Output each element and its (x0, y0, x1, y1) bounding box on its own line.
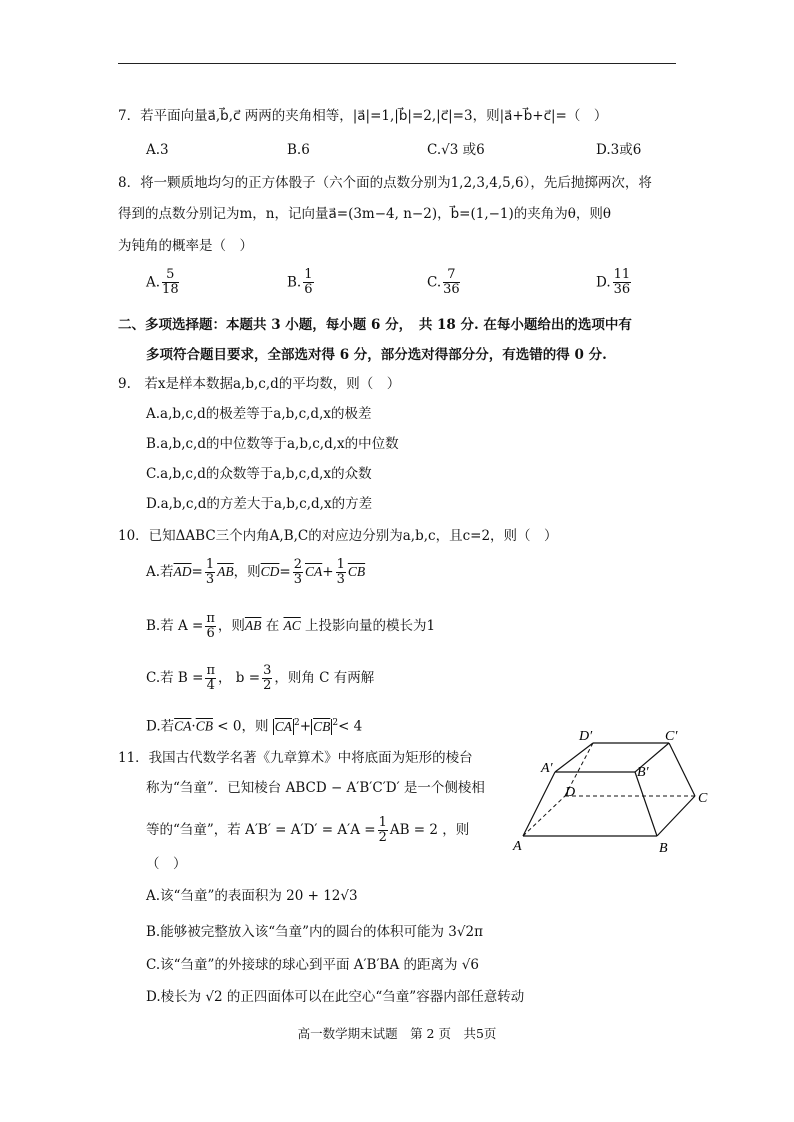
edge-bp-b (635, 772, 657, 836)
q10-a-plus: + (322, 564, 334, 580)
q10-d-dot: · (191, 718, 196, 735)
q10-option-d (146, 713, 362, 737)
q11-answer-paren: （ ） (146, 856, 187, 872)
q10-a-vec-ca: $\overline{CA}$ (305, 564, 323, 579)
q8-option-d (596, 268, 633, 297)
q10-a-vec-ad: $\overline{AD}$ (173, 564, 192, 579)
q10-c-f1-den: 4 (206, 678, 215, 693)
q11-line-2: 称为“刍童”．已知棱台 ABCD − A′B′C′D′ 是一个侧棱相 (146, 780, 485, 796)
q10-d-plus: + (299, 718, 312, 735)
q10-d-sq1: 2 (294, 718, 300, 728)
q8-option-b (287, 268, 316, 297)
q8-b-den: 6 (304, 282, 313, 297)
q10-c-f1-num: π (206, 663, 216, 678)
q7-option-d: D.3或6 (596, 142, 642, 158)
q10-a-mid: ，则 (233, 564, 261, 580)
q8-option-c (427, 268, 462, 297)
section-2-instructions: 多项符合题目要求，全部选对得 6 分，部分选对得部分分，有选错的得 0 分. (146, 347, 607, 363)
q10-c-prefix: C.若 B = (146, 670, 204, 686)
q9-option-b: B.a,b,c,d的中位数等于a,b,c,d,x的中位数 (146, 436, 399, 452)
q10-b-vec-ab: $\overline{AB}$ (244, 618, 262, 633)
q10-d-abs-ca (273, 719, 294, 735)
page-footer: 高一数学期末试题 第 2 页 共5页 (297, 1026, 497, 1041)
q10-a-f2-num: 2 (293, 557, 302, 572)
q8-line-2: 得到的点数分别记为m，n，记向量a⃗=(3m−4, n−2)，b⃗=(1,−1)的夹角为θ，则θ (118, 206, 612, 222)
label-dp: D′ (579, 729, 593, 744)
q10-b-frac-num: π (206, 611, 215, 626)
edge-b-c (657, 796, 695, 836)
q10-b-in: 在 (261, 618, 284, 634)
q11-option-a: A.该“刍童”的表面积为 20 + 12√3 (146, 888, 358, 904)
edge-dp-ap (555, 743, 593, 772)
q7-option-a: A.3 (146, 142, 169, 158)
q10-a-eq1: = (191, 564, 203, 580)
q10-c-f2-num: 3 (263, 663, 272, 678)
q10-a-prefix: A.若 (146, 564, 174, 580)
q10-d-vec-ca: $\overline{CA}$ (174, 718, 192, 734)
q8-d-num: 11 (613, 267, 631, 282)
label-b: B (659, 841, 668, 854)
q10-b-prefix: B.若 A = (146, 618, 204, 634)
q11-option-b: B.能够被完整放入该“刍童”内的圆台的体积可能为 3√2π (146, 924, 483, 940)
q10-a-f1-den: 3 (205, 572, 215, 587)
q11-line-3-pre: 等的“刍童”，若 A′B′ = A′D′ = A′A = (146, 822, 376, 838)
q8-a-label: A. (146, 274, 161, 291)
q10-d-sq2: 2 (332, 718, 339, 728)
frustum-figure (505, 724, 715, 854)
q10-b-vec-ac: $\overline{AC}$ (283, 618, 301, 633)
q10-a-vec-cd: $\overline{CD}$ (260, 564, 280, 579)
q9-option-a: A.a,b,c,d的极差等于a,b,c,d,x的极差 (146, 406, 372, 422)
q10-a-f1-num: 1 (205, 557, 215, 572)
q10-d-mid: < 0，则 (212, 718, 269, 735)
q8-option-a (146, 268, 181, 297)
q7-stem: 7．若平面向量a⃗,b⃗,c⃗ 两两的夹角相等，|a⃗|=1,|b⃗|=2,|c⃗|=3，则|a⃗+b⃗+c⃗|=（ ） (118, 108, 608, 124)
q11-frac-num: 1 (378, 815, 387, 830)
q10-a-vec-ab: $\overline{AB}$ (217, 564, 234, 579)
q10-c-f2-den: 2 (263, 678, 272, 693)
q10-a-f3-den: 3 (336, 572, 345, 587)
q8-b-num: 1 (304, 267, 313, 282)
q10-c-mid: ， b = (218, 670, 261, 686)
q11-line-3-post: AB = 2 ，则 (389, 822, 470, 838)
q9-stem: 9. 若x是样本数据a,b,c,d的平均数，则（ ） (118, 376, 401, 392)
q10-option-a (146, 558, 365, 587)
q10-b-post: 上投影向量的模长为1 (300, 618, 436, 634)
edge-a-d (523, 796, 565, 836)
q10-d-abs-ca-vec: $\overline{CA}$ (274, 718, 293, 734)
q8-d-label: D. (596, 274, 611, 291)
q8-line-1: 8．将一颗质地均匀的正方体骰子（六个面的点数分别为1,2,3,4,5,6），先后抛掷两次，将 (118, 175, 652, 191)
q11-line-3 (146, 816, 469, 845)
q9-option-d: D.a,b,c,d的方差大于a,b,c,d,x的方差 (146, 496, 373, 512)
q9-option-c: C.a,b,c,d的众数等于a,b,c,d,x的众数 (146, 466, 372, 482)
label-c: C (698, 791, 708, 806)
q10-a-f2-den: 3 (293, 572, 302, 587)
q11-option-d: D.棱长为 √2 的正四面体可以在此空心“刍童”容器内部任意转动 (146, 989, 525, 1005)
q10-a-vec-cb: $\overline{CB}$ (347, 564, 366, 579)
label-a: A (513, 839, 522, 854)
label-ap: A′ (541, 761, 553, 776)
q10-d-vec-cb: $\overline{CB}$ (195, 718, 213, 734)
q7-option-b: B.6 (287, 142, 310, 158)
q8-a-num: 5 (162, 268, 179, 283)
q11-frac-den: 2 (378, 830, 387, 845)
q8-c-num: 7 (443, 268, 460, 283)
label-cp: C′ (665, 729, 678, 744)
q8-line-3: 为钝角的概率是（ ） (118, 238, 253, 254)
section-2-heading: 二、多项选择题：本题共 3 小题，每小题 6 分， 共 18 分. 在每小题给出的选项中有 (118, 317, 632, 333)
edge-cp-c (669, 743, 695, 796)
label-d: D (565, 785, 576, 800)
edge-ap-a (523, 772, 555, 836)
q10-a-f3-num: 1 (336, 557, 345, 572)
q8-a-den: 18 (162, 282, 179, 297)
q8-b-label: B. (287, 274, 302, 291)
q7-option-c: C.√3 或6 (427, 142, 485, 158)
label-bp: B′ (637, 765, 649, 780)
q8-d-den: 36 (613, 282, 631, 297)
q10-stem: 10．已知ΔABC三个内角A,B,C的对应边分别为a,b,c，且c=2，则（ ） (118, 528, 558, 544)
q10-d-abs-cb (311, 719, 332, 735)
q8-c-den: 36 (443, 282, 460, 297)
q10-d-prefix: D.若 (146, 718, 175, 735)
top-rule (118, 63, 676, 64)
q11-option-c: C.该“刍童”的外接球的球心到平面 A′B′BA 的距离为 √6 (146, 957, 479, 973)
q10-option-c (146, 664, 374, 693)
q10-a-eq2: = (279, 564, 291, 580)
q10-d-post: < 4 (338, 718, 363, 735)
q10-b-frac-den: 6 (206, 626, 215, 641)
q10-c-post: ，则角 C 有两解 (274, 670, 375, 686)
q10-b-mid: ，则 (217, 618, 245, 634)
q11-line-1: 11．我国古代数学名著《九章算术》中将底面为矩形的棱台 (118, 750, 473, 766)
q10-option-b (146, 612, 435, 641)
q10-d-abs-cb-vec: $\overline{CB}$ (313, 718, 331, 734)
q8-c-label: C. (427, 274, 442, 291)
